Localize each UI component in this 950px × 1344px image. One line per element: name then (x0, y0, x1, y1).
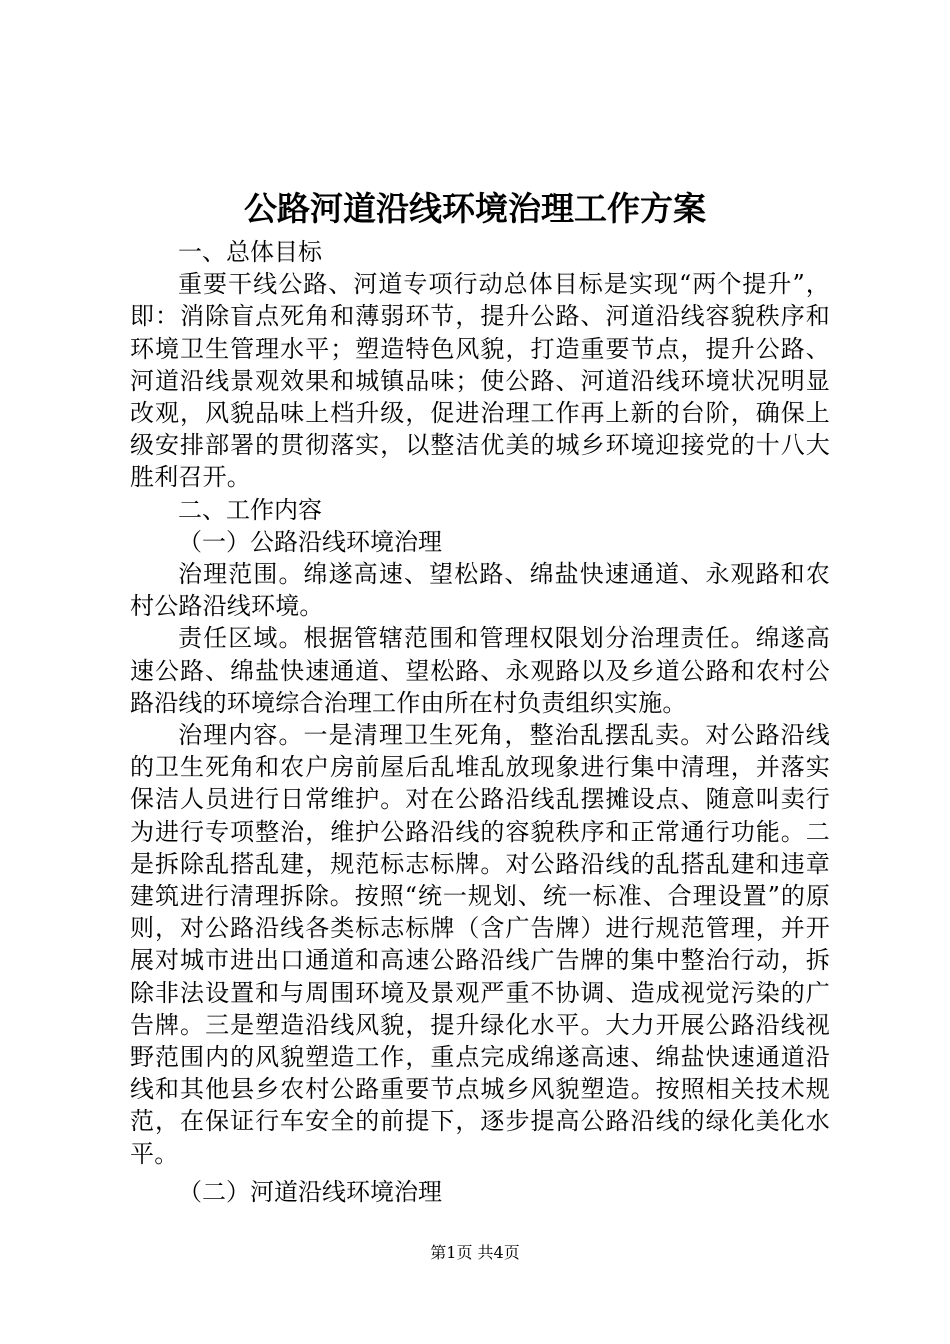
subsection-heading-river: （二）河道沿线环境治理 (178, 1177, 442, 1206)
section-heading-overall-goal: 一、总体目标 (178, 238, 322, 266)
paragraph-responsibility-area: 责任区域。根据管辖范围和管理权限划分治理责任。绵遂高速公路、绵盐快速通道、望松路、永观路以及乡道公路和农村公路沿线的环境综合治理工作由所在村负责组织实施。 (130, 624, 830, 717)
document-body (130, 236, 830, 1208)
section-heading-work-content: 二、工作内容 (178, 495, 322, 524)
paragraph-overall-goal: 重要干线公路、河道专项行动总体目标是实现“两个提升”，即：消除盲点死角和薄弱环节，提升公路、河道沿线容貌秩序和环境卫生管理水平；塑造特色风貌，打造重要节点，提升公路、河道沿线景观效果和城镇品味；使公路、河道沿线环境状况明显改观，风貌品味上档升级，促进治理工作再上新的台阶，确保上级安排部署的贯彻落实，以整洁优美的城乡环境迎接党的十八大胜利召开。 (130, 270, 830, 492)
page-footer: 第1页 共4页 (430, 1243, 520, 1262)
paragraph-governance-content: 治理内容。一是清理卫生死角，整治乱摆乱卖。对公路沿线的卫生死角和农户房前屋后乱堆乱放现象进行集中清理，并落实保洁人员进行日常维护。对在公路沿线乱摆摊设点、随意叫卖行为进行专项整治，维护公路沿线的容貌秩序和正常通行功能。二是拆除乱搭乱建，规范标志标牌。对公路沿线的乱搭乱建和违章建筑进行清理拆除。按照“统一规划、统一标准、合理设置”的原则，对公路沿线各类标志标牌（含广告牌）进行规范管理，并开展对城市进出口通道和高速公路沿线广告牌的集中整治行动，拆除非法设置和与周围环境及景观严重不协调、造成视觉污染的广告牌。三是塑造沿线风貌，提升绿化水平。大力开展公路沿线视野范围内的风貌塑造工作，重点完成绵遂高速、绵盐快速通道沿线和其他县乡农村公路重要节点城乡风貌塑造。按照相关技术规范，在保证行车安全的前提下，逐步提高公路沿线的绿化美化水平。 (130, 721, 830, 1168)
paragraph-governance-scope: 治理范围。绵遂高速、望松路、绵盐快速通道、永观路和农村公路沿线环境。 (130, 560, 830, 621)
subsection-heading-road: （一）公路沿线环境治理 (178, 527, 442, 556)
page-title: 公路河道沿线环境治理工作方案 (244, 189, 706, 228)
